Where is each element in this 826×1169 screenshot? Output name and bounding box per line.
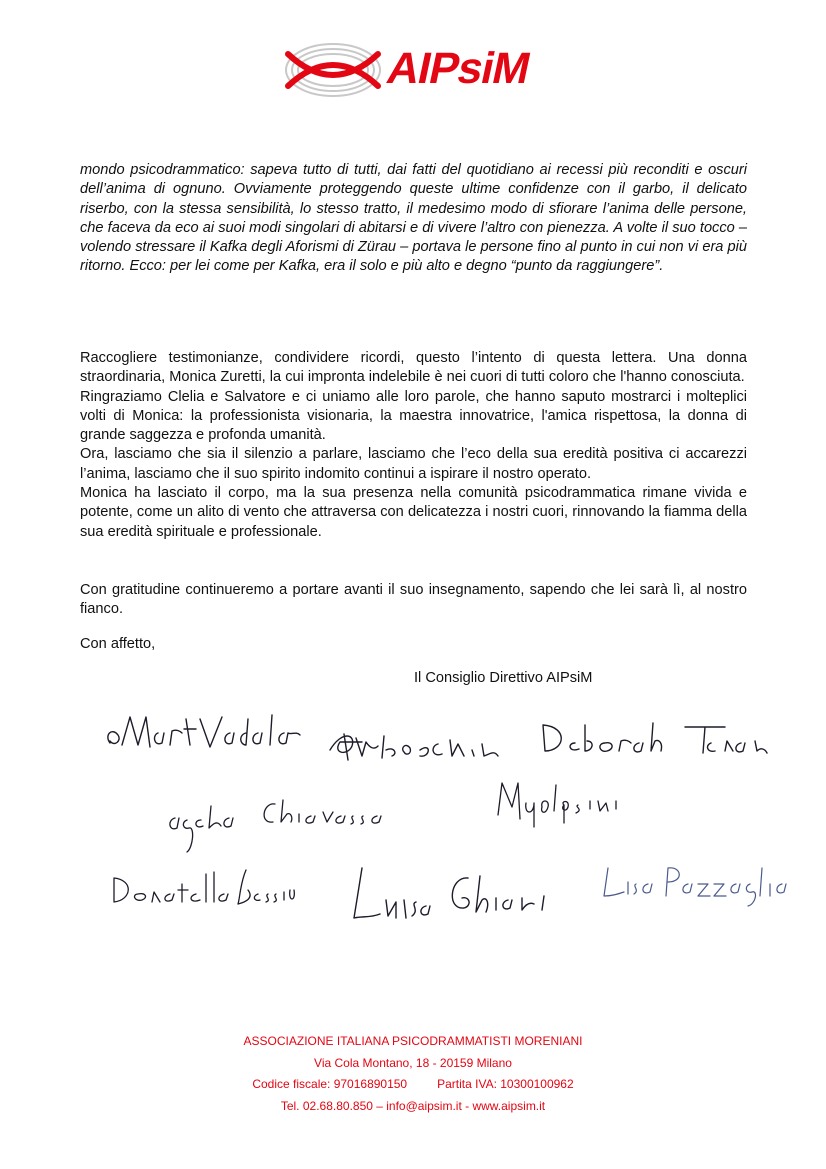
letter-paragraph: Ringraziamo Clelia e Salvatore e ci uniamo alle loro parole, che hanno saputo mostrarci i molteplici volti di Monica: la professionista visionaria, la maestra innovatrice, l'amica rispettosa, la donna di grande saggezza e profonda umanità.	[80, 388, 747, 444]
signature-luisa-ghiardi	[340, 860, 550, 935]
signature-donatella-lessio	[108, 860, 298, 915]
footer	[0, 1031, 826, 1117]
footer-fiscal-code: Codice fiscale: 97016890150	[252, 1077, 408, 1091]
signature-deborah-tonani	[535, 715, 770, 760]
signature-mya-dorgini	[490, 775, 630, 830]
letter-body	[80, 349, 747, 542]
intro-paragraph	[80, 161, 747, 277]
footer-fiscal	[0, 1074, 826, 1096]
footer-address: Via Cola Montano, 18 - 20159 Milano	[314, 1055, 512, 1070]
aipsim-logo	[280, 40, 550, 100]
logo-text: AIPsiM	[382, 44, 535, 93]
footer-contacts: Tel. 02.68.80.850 – info@aipsim.it - www.aipsim.it	[280, 1098, 546, 1113]
signature-angela-chiavassa	[145, 790, 385, 860]
letter-paragraph: Monica ha lasciato il corpo, ma la sua presenza nella comunità psicodrammatica rimane vivida e potente, come un alito di vento che attraversa con delicatezza i nostri cuori, rinnovando la fiamma della sua eredità spirituale e professionale.	[80, 485, 747, 540]
letter-paragraph: Raccogliere testimonianze, condividere ricordi, questo l’intento di questa lettera. Una donna straordinaria, Monica Zuretti, la cui impronta indelebile è nei cuori di tutti coloro che l'hanno conosciuta.	[80, 350, 747, 386]
intro-text: mondo psicodrammatico: sapeva tutto di tutti, dai fatti del quotidiano ai recessi più reconditi e oscuri dell’anima di ognuno. Ovviamente proteggendo queste ultime confidenze con il garbo, il delicato riserbo, con la stessa sensibilità, lo stesso tratto, il medesimo modo di sfiorare l’anima delle persone, che faceva da eco ai suoi modi singolari di abitarsi e di vivere l’altro con pienezza. A volte il suo tocco – volendo stressare il Kafka degli Aforismi di Zürau – portava le persone fino al punto in cui non vi era più ritorno. Ecco: per lei come per Kafka, era il solo e più alto e degno “punto da raggiungere”.	[80, 162, 747, 275]
signatory-line: Il Consiglio Direttivo AIPsiM	[414, 670, 593, 686]
signature-lisa-pazzaglia	[598, 858, 788, 908]
logo-mark-icon	[280, 40, 386, 100]
letter-paragraph: Ora, lasciamo che sia il silenzio a parlare, lasciamo che l’eco della sua eredità positiva ci accarezzi l’anima, lasciamo che il suo spirito indomito continui a ispirare il nostro operato.	[80, 446, 747, 482]
footer-association: ASSOCIAZIONE ITALIANA PSICODRAMMATISTI MORENIANI	[243, 1034, 583, 1048]
salutation: Con affetto,	[80, 636, 156, 652]
closing-paragraph: Con gratitudine continueremo a portare avanti il suo insegnamento, sapendo che lei sarà lì, al nostro fianco.	[80, 582, 747, 618]
signature-marta-vadala	[100, 705, 310, 760]
footer-vat: Partita IVA: 10300100962	[437, 1077, 574, 1091]
signature-fabio-cosmi	[322, 720, 502, 765]
